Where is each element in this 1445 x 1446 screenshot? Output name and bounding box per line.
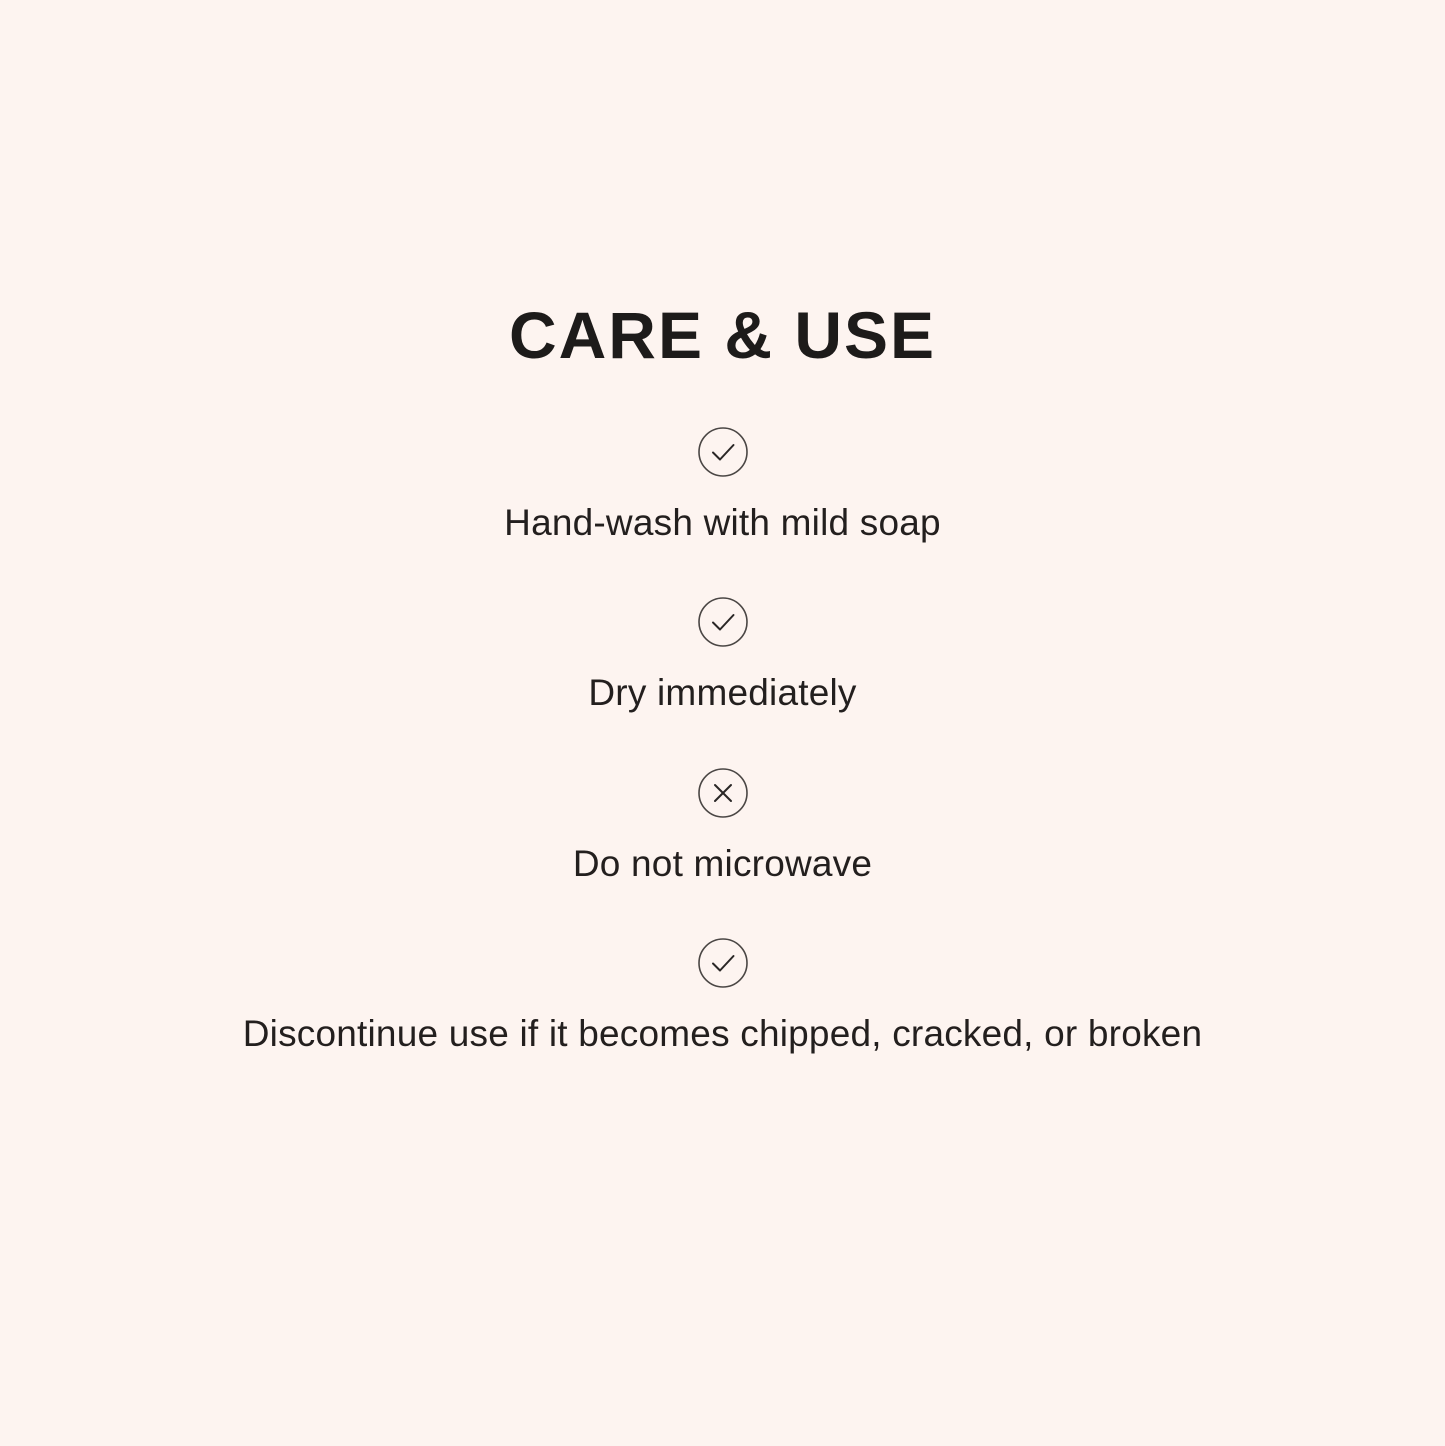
list-item	[0, 596, 1445, 716]
list-item-label: Do not microwave	[572, 842, 873, 884]
list-item-label: Hand-wash with mild soap	[504, 502, 941, 543]
list-item	[0, 426, 1445, 546]
list-item-label: Discontinue use if it becomes chipped, cracked, or broken	[242, 1012, 1203, 1054]
check-circle-icon	[697, 937, 749, 989]
care-instruction-list	[0, 426, 1445, 1057]
cross-circle-icon	[697, 767, 749, 819]
list-item	[0, 937, 1445, 1057]
check-circle-icon	[697, 596, 749, 648]
page-title: CARE & USE	[508, 298, 937, 372]
list-item	[0, 767, 1445, 887]
check-circle-icon	[697, 426, 749, 478]
list-item-label: Dry immediately	[588, 672, 857, 714]
